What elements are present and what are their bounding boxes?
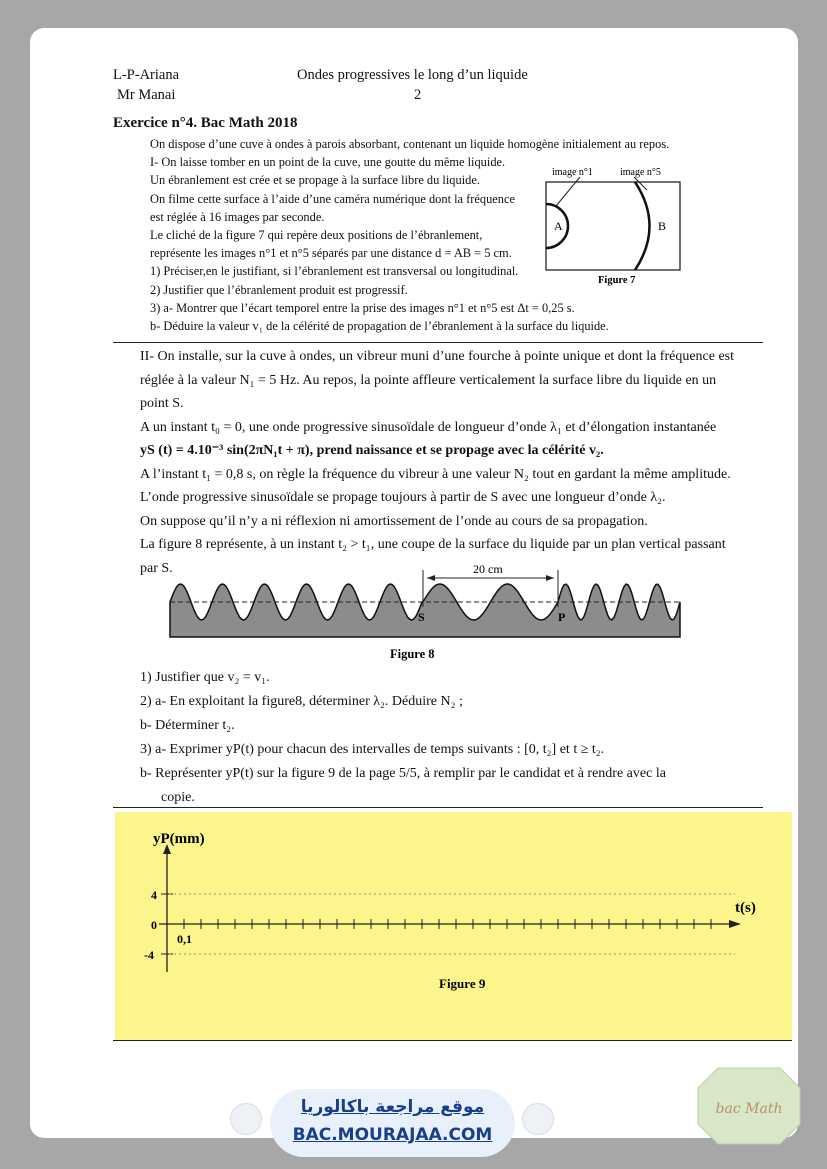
- x-axis-arrow: [729, 920, 741, 928]
- text-line: copie.: [161, 790, 195, 805]
- text-line: On suppose qu’il n’y a ni réflexion ni amortissement de l’onde au cours de sa propagation.: [140, 513, 648, 529]
- site-banner[interactable]: [270, 1089, 515, 1157]
- text-line: A un instant t₀ = 0, une onde progressive sinusoïdale de longueur d’onde λ₁ et d’élongation instantanée: [140, 419, 717, 435]
- text-line: 2) Justifier que l’ébranlement produit est progressif.: [150, 282, 408, 297]
- text-line: On filme cette surface à l’aide d’une caméra numérique dont la fréquence: [150, 191, 515, 206]
- text-line: b- Déterminer t₂.: [140, 718, 235, 733]
- text-line: 1) Préciser,en le justifiant, si l’ébranlement est transversal ou longitudinal.: [150, 264, 519, 279]
- site-url-link[interactable]: BAC.MOURAJAA.COM: [292, 1125, 493, 1145]
- x-axis-label: t(s): [735, 900, 756, 916]
- text-line: représente les images n°1 et n°5 séparés par une distance d = AB = 5 cm.: [150, 246, 512, 261]
- badge-text: bac Math: [715, 1101, 783, 1117]
- text-line: point S.: [140, 396, 184, 411]
- text-line: par S.: [140, 560, 173, 576]
- section-divider: [113, 342, 763, 343]
- figure-8-caption: Figure 8: [390, 647, 435, 661]
- figure-8: [165, 562, 685, 667]
- bac-math-badge: [696, 1066, 802, 1146]
- part2-text: [140, 345, 734, 580]
- text-line: yS (t) = 4.10⁻³ sin(2πN₁t + π), prend naissance et se propage avec la célérité v₂.: [140, 443, 604, 458]
- point-b-label: B: [658, 219, 667, 233]
- figure-7: [540, 160, 690, 290]
- figure-9-caption: Figure 9: [439, 976, 486, 991]
- text-line: A l’instant t₁ = 0,8 s, on règle la fréquence du vibreur à une valeur N₂ tout en gardant la même amplitude.: [140, 466, 731, 482]
- text-line: b- Représenter yP(t) sur la figure 9 de la page 5/5, à remplir par le candidat et à rendre avec la: [140, 766, 666, 781]
- figure-7-caption: Figure 7: [598, 275, 636, 286]
- school-name: L-P-Ariana: [113, 67, 180, 83]
- tick-label-0-1: 0,1: [177, 932, 192, 946]
- text-line: Le cliché de la figure 7 qui repère deux positions de l’ébranlement,: [150, 228, 483, 243]
- text-line: On dispose d’une cuve à ondes à parois absorbant, contenant un liquide homogène initialement au repos.: [150, 137, 670, 151]
- text-line: réglée à la valeur N₁ = 5 Hz. Au repos, la pointe affleure verticalement la surface libre du liquide en un: [140, 372, 717, 388]
- site-arabic-link[interactable]: موقع مراجعة باكالوريا: [300, 1097, 485, 1117]
- distance-label: 20 cm: [473, 562, 503, 576]
- point-p-label: P: [558, 610, 566, 624]
- point-a-label: A: [554, 219, 563, 233]
- label-image-5: image n°5: [620, 167, 661, 178]
- section-divider: [113, 1040, 792, 1041]
- tick-label-0: 0: [151, 918, 157, 932]
- text-line: I- On laisse tomber en un point de la cuve, une goutte du même liquide.: [150, 155, 506, 170]
- point-s-label: S: [418, 610, 425, 624]
- course-title: Ondes progressives le long d’un liquide: [297, 67, 528, 83]
- text-line: L’onde progressive sinusoïdale se propage toujours à partir de S avec une longueur d’onde λ₂.: [140, 490, 666, 505]
- text-line: La figure 8 représente, à un instant t₂ > t₁, une coupe de la surface du liquide par un plan vertical passant: [140, 537, 726, 552]
- text-line: est réglée à 16 images par seconde.: [150, 209, 325, 224]
- y-axis-label: yP(mm): [153, 831, 205, 847]
- page-number: 2: [414, 87, 422, 103]
- figure-9: [115, 812, 792, 1040]
- site-logo-icon: [522, 1103, 554, 1135]
- site-logo-icon: [230, 1103, 262, 1135]
- text-line: II- On installe, sur la cuve à ondes, un vibreur muni d’une fourche à pointe unique et dont la fréquence est: [140, 349, 735, 364]
- label-image-1: image n°1: [552, 167, 593, 178]
- part3-questions: [140, 666, 666, 810]
- liquid-surface: [170, 584, 680, 637]
- text-line: 3) a- Montrer que l’écart temporel entre la prise des images n°1 et n°5 est Δt = 0,25 s.: [150, 300, 575, 315]
- tick-label-minus-4: -4: [144, 948, 154, 962]
- text-line: 1) Justifier que v₂ = v₁.: [140, 670, 270, 685]
- section-divider: [113, 807, 763, 808]
- exercise-title: Exercice n°4. Bac Math 2018: [113, 115, 298, 131]
- wavefront-image-5: [635, 182, 650, 270]
- text-line: 3) a- Exprimer yP(t) pour chacun des intervalles de temps suivants : [0, t₂] et t ≥ t₂.: [140, 742, 605, 757]
- text-line: b- Déduire la valeur v₁ de la célérité de propagation de l’ébranlement à la surface du liquide.: [150, 319, 609, 334]
- teacher-name: Mr Manai: [117, 87, 176, 103]
- text-line: 2) a- En exploitant la figure8, déterminer λ₂. Déduire N₂ ;: [140, 694, 463, 709]
- tick-label-4: 4: [151, 888, 157, 902]
- text-line: Un ébranlement est crée et se propage à la surface libre du liquide.: [150, 173, 480, 188]
